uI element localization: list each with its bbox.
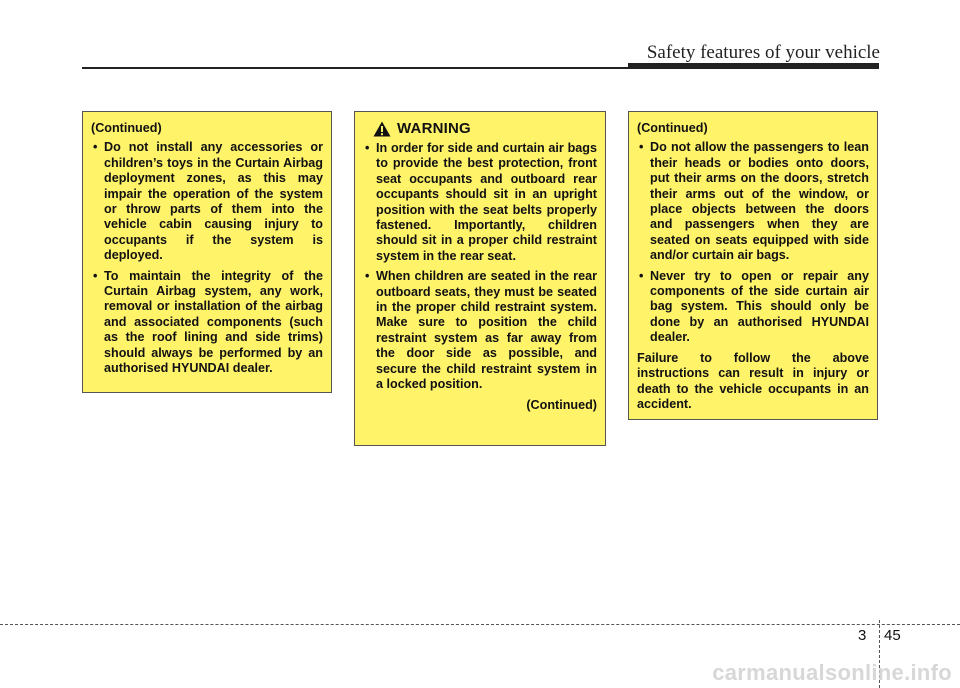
watermark: carmanualsonline.info [712, 660, 952, 685]
chapter-number: 3 [858, 627, 867, 644]
list-item: • In order for side and curtain air bags to provide the best protection, front seat occupants and outboard rear occupants should sit in an upright position with the seat belts properly fastened. Importantly, children should sit in a proper child restraint system in the rear seat. [363, 141, 597, 264]
continued-box-right [628, 111, 878, 420]
bullet-list [363, 141, 597, 393]
continued-label: (Continued) [526, 397, 597, 412]
list-item: • Do not allow the passengers to lean their heads or bodies onto doors, put their arms on the doors, stretch their arms out of the window, or place objects between the doors and passengers when they are seated on seats equipped with side and/or curtain air bags. [637, 140, 869, 263]
warning-triangle-icon [373, 121, 391, 137]
list-item: • Never try to open or repair any components of the side curtain air bag system. This should only be done by an authorised HYUNDAI dealer. [637, 269, 869, 346]
list-item: • To maintain the integrity of the Curtain Airbag system, any work, removal or installation of the airbag and associated components (such as the roof lining and side trims) should always be performed by an authorised HYUNDAI dealer. [91, 269, 323, 377]
continued-box-left [82, 111, 332, 393]
closing-warning-text: Failure to follow the above instructions can result in injury or death to the vehicle occupants in an accident. [637, 350, 869, 411]
section-title: Safety features of your vehicle [646, 42, 880, 63]
warning-header [373, 121, 597, 137]
continued-label: (Continued) [637, 121, 708, 135]
list-item: • When children are seated in the rear outboard seats, they must be seated in the proper child restraint system. Make sure to position the child restraint system as far away from the door side as possible, and secure the child restraint system in a locked position. [363, 269, 597, 392]
bullet-list [91, 140, 323, 376]
warning-label: WARNING [397, 120, 471, 138]
page-number: 45 [884, 627, 901, 644]
header-tab [628, 63, 879, 69]
footer-rule [0, 624, 960, 625]
continued-label: (Continued) [91, 121, 162, 135]
warning-box [354, 111, 606, 446]
bullet-list [637, 140, 869, 345]
list-item: • Do not install any accessories or children’s toys in the Curtain Airbag deployment zones, as this may impair the operation of the system or throw parts of them into the vehicle cabin causing injury to occupants if the system is deployed. [91, 140, 323, 263]
